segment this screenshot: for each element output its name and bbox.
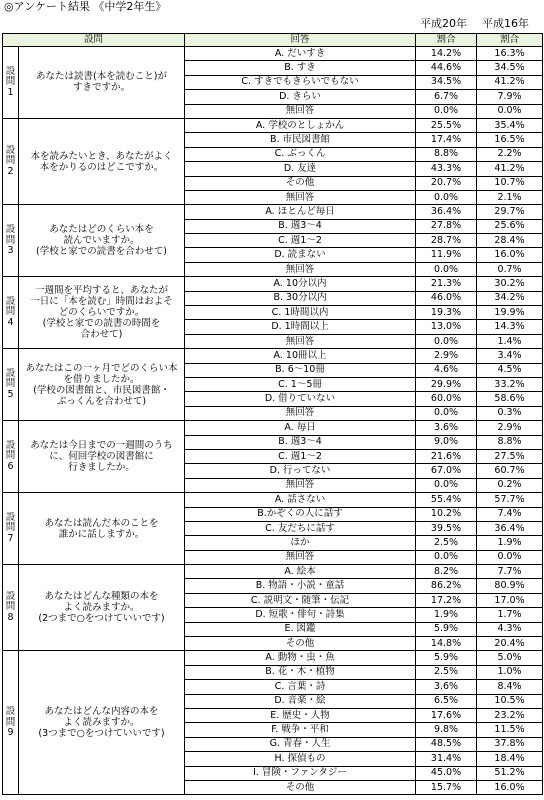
rate-2004: 8.8%	[477, 435, 543, 449]
question-text-line: すきですか。	[73, 82, 131, 94]
answer-option: C. 1～5冊	[185, 377, 416, 391]
rate-2008: 6.5%	[416, 694, 477, 708]
rate-2004: 4.3%	[477, 622, 543, 636]
rate-2008: 3.6%	[416, 680, 477, 694]
header-rate-2008: 割合	[416, 34, 477, 47]
question-text-line: 一週間を平均すると、あなたが	[35, 285, 169, 297]
answer-option: D. 行ってない	[185, 464, 416, 478]
rate-2008: 14.2%	[416, 47, 477, 61]
question-number	[3, 349, 19, 421]
question-text	[19, 205, 185, 277]
question-number-label: 設問2	[5, 144, 16, 177]
rate-2004: 10.5%	[477, 694, 543, 708]
rate-2008: 19.3%	[416, 306, 477, 320]
page-title: ◎アンケート結果 《中学2年生》	[4, 0, 167, 13]
rate-2008: 8.8%	[416, 147, 477, 161]
answer-option: B. 週3～4	[185, 435, 416, 449]
answer-option: A. 動物・虫・魚	[185, 651, 416, 665]
survey-results-table	[2, 33, 543, 795]
question-text-line: (3つまで○をつけていいです)	[38, 728, 165, 740]
question-text-line: 本をかりるのはどこですか。	[39, 161, 164, 173]
rate-2004: 0.2%	[477, 478, 543, 492]
rate-2004: 36.4%	[477, 521, 543, 535]
rate-2004: 0.7%	[477, 262, 543, 276]
table-row	[3, 47, 543, 61]
table-row	[3, 421, 543, 435]
answer-option: F. 戦争・平和	[185, 723, 416, 737]
rate-2004: 20.4%	[477, 637, 543, 651]
question-number-label: 設問7	[5, 511, 16, 544]
answer-option: I. 冒険・ファンタジー	[185, 766, 416, 780]
answer-option: D. 読まない	[185, 248, 416, 262]
rate-2004: 0.0%	[477, 550, 543, 564]
table-header-row	[3, 34, 543, 47]
rate-2004: 2.1%	[477, 190, 543, 204]
question-text-line: を借りましたか。	[63, 373, 140, 385]
rate-2008: 15.7%	[416, 780, 477, 794]
rate-2004: 16.0%	[477, 780, 543, 794]
question-number	[3, 277, 19, 349]
table-body	[3, 47, 543, 795]
header-answer: 回答	[185, 34, 416, 47]
year-label-2008: 平成20年	[420, 17, 467, 30]
rate-2004: 19.9%	[477, 306, 543, 320]
question-number	[3, 47, 19, 119]
question-number-label: 設問5	[5, 367, 16, 400]
answer-option: ほか	[185, 536, 416, 550]
question-text	[19, 421, 185, 493]
rate-2004: 34.2%	[477, 291, 543, 305]
table-row	[3, 349, 543, 363]
rate-2008: 60.0%	[416, 392, 477, 406]
question-number-label: 設問8	[5, 590, 16, 623]
question-number-label: 設問4	[5, 295, 16, 328]
answer-option: E. 歴史・人物	[185, 708, 416, 722]
answer-option: 無回答	[185, 406, 416, 420]
rate-2008: 20.7%	[416, 176, 477, 190]
rate-2004: 17.0%	[477, 593, 543, 607]
answer-option: B. 30分以内	[185, 291, 416, 305]
answer-option: C. 1時間以内	[185, 306, 416, 320]
answer-option: その他	[185, 780, 416, 794]
rate-2008: 11.9%	[416, 248, 477, 262]
answer-option: C. 言葉・詩	[185, 680, 416, 694]
question-text	[19, 277, 185, 349]
question-text-line: あなたは読書(本を読むこと)が	[36, 71, 167, 83]
rate-2008: 86.2%	[416, 579, 477, 593]
rate-2008: 0.0%	[416, 478, 477, 492]
rate-2008: 28.7%	[416, 234, 477, 248]
question-text	[19, 118, 185, 204]
rate-2008: 0.0%	[416, 104, 477, 118]
table-row	[3, 205, 543, 219]
rate-2008: 2.5%	[416, 665, 477, 679]
answer-option: 無回答	[185, 262, 416, 276]
question-text-line: (学校と家での読書を合わせて)	[36, 246, 167, 258]
question-text-line: 読んでいますか。	[63, 235, 140, 247]
rate-2008: 3.6%	[416, 421, 477, 435]
header-question: 設問	[3, 34, 185, 47]
answer-option: D. 短歌・俳句・詩集	[185, 608, 416, 622]
question-text	[19, 493, 185, 565]
table-row	[3, 565, 543, 579]
rate-2004: 11.5%	[477, 723, 543, 737]
rate-2008: 14.8%	[416, 637, 477, 651]
rate-2008: 10.2%	[416, 507, 477, 521]
question-number-label: 設問1	[5, 65, 16, 98]
rate-2008: 9.8%	[416, 723, 477, 737]
rate-2004: 16.5%	[477, 133, 543, 147]
rate-2004: 1.7%	[477, 608, 543, 622]
answer-option: B. 6～10冊	[185, 363, 416, 377]
rate-2004: 4.5%	[477, 363, 543, 377]
year-labels	[0, 17, 544, 31]
rate-2008: 9.0%	[416, 435, 477, 449]
question-number	[3, 493, 19, 565]
answer-option: C. 説明文・随筆・伝記	[185, 593, 416, 607]
question-text-line: あなたはどんな種類の本を	[44, 591, 159, 603]
rate-2008: 44.6%	[416, 61, 477, 75]
rate-2004: 2.9%	[477, 421, 543, 435]
rate-2008: 43.3%	[416, 162, 477, 176]
question-text-line: あなたはこの一ヶ月でどのくらい本	[25, 362, 178, 374]
rate-2008: 0.0%	[416, 550, 477, 564]
table-row	[3, 651, 543, 665]
rate-2008: 13.0%	[416, 320, 477, 334]
rate-2004: 28.4%	[477, 234, 543, 248]
question-text-line: あなたは読んだ本のことを	[44, 517, 159, 529]
question-text-line: に、何回学校の図書館に	[49, 451, 154, 463]
question-text-line: 誰かに話しますか。	[58, 528, 145, 540]
table-row	[3, 493, 543, 507]
answer-option: B. 花・木・植物	[185, 665, 416, 679]
rate-2004: 16.0%	[477, 248, 543, 262]
rate-2008: 0.0%	[416, 334, 477, 348]
rate-2008: 5.9%	[416, 622, 477, 636]
rate-2004: 41.2%	[477, 162, 543, 176]
question-number	[3, 565, 19, 651]
rate-2008: 17.4%	[416, 133, 477, 147]
rate-2008: 0.0%	[416, 262, 477, 276]
question-text-line: 合わせて)	[80, 329, 123, 341]
rate-2008: 45.0%	[416, 766, 477, 780]
answer-option: 無回答	[185, 334, 416, 348]
rate-2004: 57.7%	[477, 493, 543, 507]
rate-2008: 67.0%	[416, 464, 477, 478]
answer-option: 無回答	[185, 550, 416, 564]
answer-option: A. 10冊以上	[185, 349, 416, 363]
header-rate-2004: 割合	[477, 34, 543, 47]
question-number	[3, 118, 19, 204]
rate-2008: 21.3%	[416, 277, 477, 291]
question-text-line: あなたはどんな内容の本を	[44, 706, 159, 718]
rate-2004: 23.2%	[477, 708, 543, 722]
question-text-line: よく読みますか。	[63, 602, 140, 614]
answer-option: D. 音楽・絵	[185, 694, 416, 708]
rate-2004: 1.9%	[477, 536, 543, 550]
answer-option: D. 友達	[185, 162, 416, 176]
question-number	[3, 421, 19, 493]
question-text-line: あなたは今日までの一週間のうち	[30, 440, 173, 452]
rate-2008: 17.6%	[416, 708, 477, 722]
rate-2004: 7.9%	[477, 90, 543, 104]
question-number-label: 設問3	[5, 224, 16, 257]
rate-2008: 5.9%	[416, 651, 477, 665]
answer-option: B. すき	[185, 61, 416, 75]
answer-option: B. 市民図書館	[185, 133, 416, 147]
answer-option: A. だいすき	[185, 47, 416, 61]
rate-2004: 25.6%	[477, 219, 543, 233]
answer-option: C. ぶっくん	[185, 147, 416, 161]
answer-option: D. きらい	[185, 90, 416, 104]
rate-2004: 3.4%	[477, 349, 543, 363]
rate-2004: 41.2%	[477, 75, 543, 89]
question-number	[3, 205, 19, 277]
question-text-line: どのくらいですか。	[58, 307, 145, 319]
question-text-line: (2つまで○をつけていいです)	[38, 613, 165, 625]
answer-option: A. 話さない	[185, 493, 416, 507]
rate-2008: 29.9%	[416, 377, 477, 391]
rate-2008: 27.8%	[416, 219, 477, 233]
rate-2008: 21.6%	[416, 449, 477, 463]
answer-option: 無回答	[185, 190, 416, 204]
answer-option: A. ほとんど毎日	[185, 205, 416, 219]
question-text-line: あなたはどのくらい本を	[49, 224, 154, 236]
question-number	[3, 651, 19, 795]
rate-2004: 37.8%	[477, 737, 543, 751]
answer-option: 無回答	[185, 478, 416, 492]
rate-2004: 29.7%	[477, 205, 543, 219]
answer-option: C. 週1～2	[185, 449, 416, 463]
table-row	[3, 277, 543, 291]
rate-2008: 1.9%	[416, 608, 477, 622]
rate-2008: 4.6%	[416, 363, 477, 377]
answer-option: D. 1時間以上	[185, 320, 416, 334]
answer-option: H. 探偵もの	[185, 752, 416, 766]
rate-2004: 5.0%	[477, 651, 543, 665]
rate-2008: 36.4%	[416, 205, 477, 219]
answer-option: その他	[185, 637, 416, 651]
rate-2008: 17.2%	[416, 593, 477, 607]
question-text-line: (学校の図書館と、市民図書館・	[33, 384, 170, 396]
answer-option: E. 図鑑	[185, 622, 416, 636]
answer-option: C. 友だちに話す	[185, 521, 416, 535]
answer-option: G. 青春・人生	[185, 737, 416, 751]
question-text-line: 行きましたか。	[68, 462, 135, 474]
answer-option: A. 絵本	[185, 565, 416, 579]
question-text-line: ぶっくんを合わせて)	[56, 395, 147, 407]
question-text-line: よく読みますか。	[63, 717, 140, 729]
answer-option: A. 10分以内	[185, 277, 416, 291]
answer-option: B. 週3～4	[185, 219, 416, 233]
rate-2004: 1.0%	[477, 665, 543, 679]
rate-2004: 27.5%	[477, 449, 543, 463]
rate-2004: 0.3%	[477, 406, 543, 420]
rate-2004: 14.3%	[477, 320, 543, 334]
rate-2008: 6.7%	[416, 90, 477, 104]
answer-option: 無回答	[185, 104, 416, 118]
rate-2004: 33.2%	[477, 377, 543, 391]
question-text-line: 一日に「本を読む」時間はおよそ	[30, 296, 173, 308]
year-label-2004: 平成16年	[482, 17, 529, 30]
rate-2004: 7.4%	[477, 507, 543, 521]
rate-2004: 0.0%	[477, 104, 543, 118]
question-text-line: 本を読みたいとき、あなたがよく	[30, 150, 173, 162]
answer-option: A. 毎日	[185, 421, 416, 435]
rate-2004: 35.4%	[477, 118, 543, 132]
question-number-label: 設問9	[5, 706, 16, 739]
question-text-line: (学校と家での読書の時間を	[42, 318, 161, 330]
rate-2008: 25.5%	[416, 118, 477, 132]
rate-2004: 80.9%	[477, 579, 543, 593]
question-text	[19, 47, 185, 119]
rate-2004: 2.2%	[477, 147, 543, 161]
rate-2004: 16.3%	[477, 47, 543, 61]
answer-option: B. 物語・小説・童話	[185, 579, 416, 593]
answer-option: その他	[185, 176, 416, 190]
rate-2008: 0.0%	[416, 190, 477, 204]
answer-option: A. 学校のとしょかん	[185, 118, 416, 132]
answer-option: B.かぞくの人に話す	[185, 507, 416, 521]
rate-2008: 31.4%	[416, 752, 477, 766]
rate-2004: 18.4%	[477, 752, 543, 766]
rate-2008: 39.5%	[416, 521, 477, 535]
rate-2008: 48.5%	[416, 737, 477, 751]
rate-2004: 10.7%	[477, 176, 543, 190]
rate-2004: 8.4%	[477, 680, 543, 694]
rate-2004: 7.7%	[477, 565, 543, 579]
answer-option: D. 借りていない	[185, 392, 416, 406]
rate-2004: 30.2%	[477, 277, 543, 291]
rate-2008: 0.0%	[416, 406, 477, 420]
table-row	[3, 118, 543, 132]
question-text	[19, 651, 185, 795]
rate-2004: 60.7%	[477, 464, 543, 478]
rate-2008: 8.2%	[416, 565, 477, 579]
rate-2004: 51.2%	[477, 766, 543, 780]
rate-2008: 2.9%	[416, 349, 477, 363]
rate-2008: 2.5%	[416, 536, 477, 550]
rate-2004: 1.4%	[477, 334, 543, 348]
question-text	[19, 565, 185, 651]
question-text	[19, 349, 185, 421]
rate-2008: 34.5%	[416, 75, 477, 89]
answer-option: C. 週1～2	[185, 234, 416, 248]
rate-2004: 34.5%	[477, 61, 543, 75]
rate-2008: 55.4%	[416, 493, 477, 507]
answer-option: C. すきでもきらいでもない	[185, 75, 416, 89]
question-number-label: 設問6	[5, 439, 16, 472]
rate-2004: 58.6%	[477, 392, 543, 406]
rate-2008: 46.0%	[416, 291, 477, 305]
